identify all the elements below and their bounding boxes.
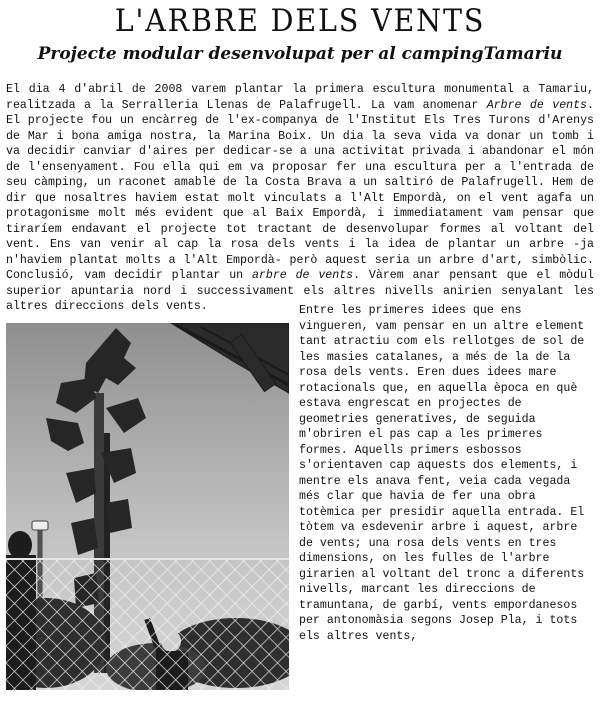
- intro-paragraph: [6, 82, 594, 315]
- intro-paragraph-text: [6, 82, 594, 315]
- intro-emphasis-1: Arbre de vents: [486, 98, 588, 112]
- chain-link-fence: [6, 558, 289, 690]
- intro-text-part-1: El dia 4 d'abril de 2008 varem plantar la primera escultura monumental a Tamariu, realitzada a la Serralleria Llenas de Palafrugell. La vam anomenar: [6, 83, 594, 112]
- sculpture-photo-illustration: [6, 323, 289, 690]
- intro-text-part-2: . El projecte fou un encàrreg de l'ex-companya de l'Institut Els Tres Turons d'Arenys de Mar i bona amiga nostra, la Marina Boix. Un dia la seva vida va donar un tomb i va decidir canviar d'aires per dedicar-se a una activitat privada i abandonar el món de l'ensenyament. Fou ella qui em va proposar fer una escultura per a l'entrada de seu càmping, un raconet amable de la Costa Brava a un saltiró de Palafrugell. Hem de dir que nosaltres haviem estat molt vinculats a l'Alt Empordà, on el vent agafa un protagonisme molt més evident que al Baix Empordà, i immediatament vam pensar que tiraríem endavant el projecte tot tractant de desenvolupar formes al voltant del vent. Ens van venir al cap la rosa dels vents i la idea de plantar un arbre -ja n'haviem plantat molts a l'Alt Empordà- però aquest seria un arbre d'art, simbòlic. Conclusió, vam decidir plantar un: [6, 98, 594, 282]
- intro-text-part-3: . Vàrem anar pensant que el mòdul superior apuntaria nord i successivament els altres nivells anirien senyalant les altres direccions dels vents.: [6, 269, 594, 313]
- intro-emphasis-2: arbre de vents: [251, 269, 354, 282]
- sculpture-photo: [6, 323, 289, 690]
- page-subtitle: Projecte modular desenvolupat per al campingTamariu: [37, 44, 563, 64]
- side-column-paragraph: Entre les primeres idees que ens vingueren, vam pensar en un altre element tant atractiu com els rellotges de sol de les masies catalanes, a més de la de la rosa dels vents. Eren dues idees mare rotacionals que, en aquella època en què estava engrescat en projectes de geometries generatives, de seguida m'obriren el pas cap a les primeres formes. Aquells primers esbossos s'orientaven cap aquests dos elements, i mentre els anava fent, veia cada vegada més clar que havia de fer una obra totèmica per presidir aquella entrada. El tòtem va esdevenir arbre i aquest, arbre de vents; una rosa dels vents en tres dimensions, on les fulles de l'arbre girarien al voltant del tronc a diferents nivells, marcant les direccions de tramuntana, de garbí, vents empordanesos per antonomàsia segons Josep Pla, i tots els altres vents,: [299, 304, 585, 643]
- page-title: L'ARBRE DELS VENTS: [114, 3, 486, 39]
